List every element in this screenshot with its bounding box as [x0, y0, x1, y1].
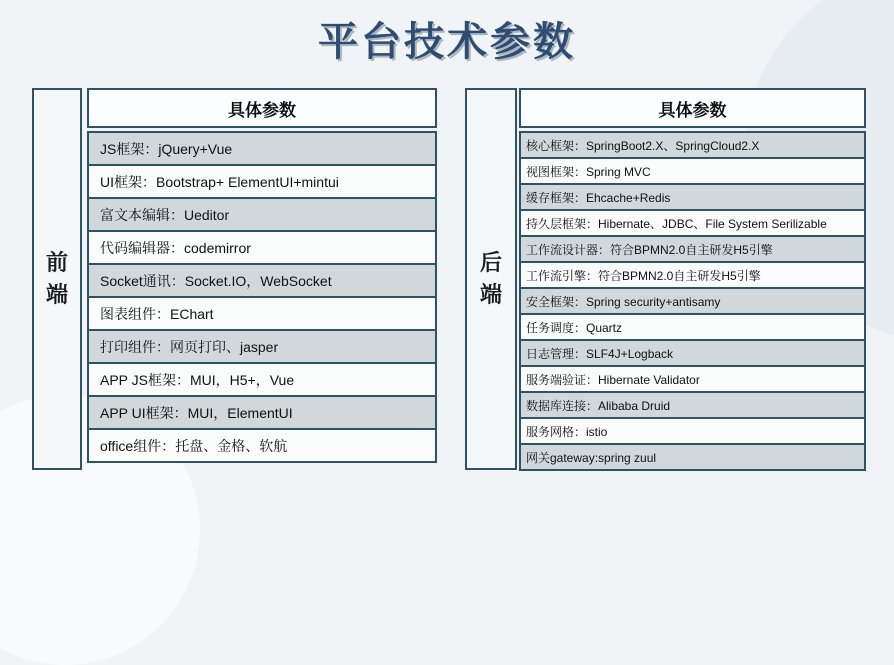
- table-row: APP UI框架：MUI，ElementUI: [87, 395, 437, 430]
- table-row: 服务网格：istio: [519, 417, 866, 445]
- table-row: JS框架：jQuery+Vue: [87, 131, 437, 166]
- table-row: 工作流引擎：符合BPMN2.0自主研发H5引擎: [519, 261, 866, 289]
- table-row: APP JS框架：MUI，H5+，Vue: [87, 362, 437, 397]
- table-row: 打印组件：网页打印、jasper: [87, 329, 437, 364]
- table-row: 核心框架：SpringBoot2.X、SpringCloud2.X: [519, 131, 866, 159]
- table-row: UI框架：Bootstrap+ ElementUI+mintui: [87, 164, 437, 199]
- table-row: 富文本编辑：Ueditor: [87, 197, 437, 232]
- table-row: 安全框架：Spring security+antisamy: [519, 287, 866, 315]
- page-title: 平台技术参数: [318, 20, 576, 64]
- table-row: 持久层框架：Hibernate、JDBC、File System Serilizable: [519, 209, 866, 237]
- table-row: 视图框架：Spring MVC: [519, 157, 866, 185]
- table-row: 工作流设计器：符合BPMN2.0自主研发H5引擎: [519, 235, 866, 263]
- frontend-parameters-column: [87, 88, 437, 470]
- table-row: 数据库连接：Alibaba Druid: [519, 391, 866, 419]
- backend-side-label: 后端: [479, 250, 502, 307]
- backend-side-label-box: [465, 88, 517, 470]
- backend-parameters-table: [465, 88, 866, 471]
- frontend-side-label-box: [32, 88, 82, 470]
- table-row: 代码编辑器：codemirror: [87, 230, 437, 265]
- frontend-table-header: 具体参数: [87, 88, 437, 128]
- table-row: office组件：托盘、金格、软航: [87, 428, 437, 463]
- frontend-table-rows: [87, 131, 437, 463]
- table-row: 图表组件：EChart: [87, 296, 437, 331]
- backend-parameters-column: [519, 88, 866, 471]
- table-row: 网关gateway:spring zuul: [519, 443, 866, 471]
- table-row: Socket通讯：Socket.IO，WebSocket: [87, 263, 437, 298]
- frontend-side-label: 前端: [45, 250, 68, 307]
- table-row: 日志管理：SLF4J+Logback: [519, 339, 866, 367]
- backend-table-rows: [519, 131, 866, 471]
- backend-table-header: 具体参数: [519, 88, 866, 128]
- table-row: 服务端验证：Hibernate Validator: [519, 365, 866, 393]
- table-row: 任务调度：Quartz: [519, 313, 866, 341]
- table-row: 缓存框架：Ehcache+Redis: [519, 183, 866, 211]
- frontend-parameters-table: [32, 88, 437, 470]
